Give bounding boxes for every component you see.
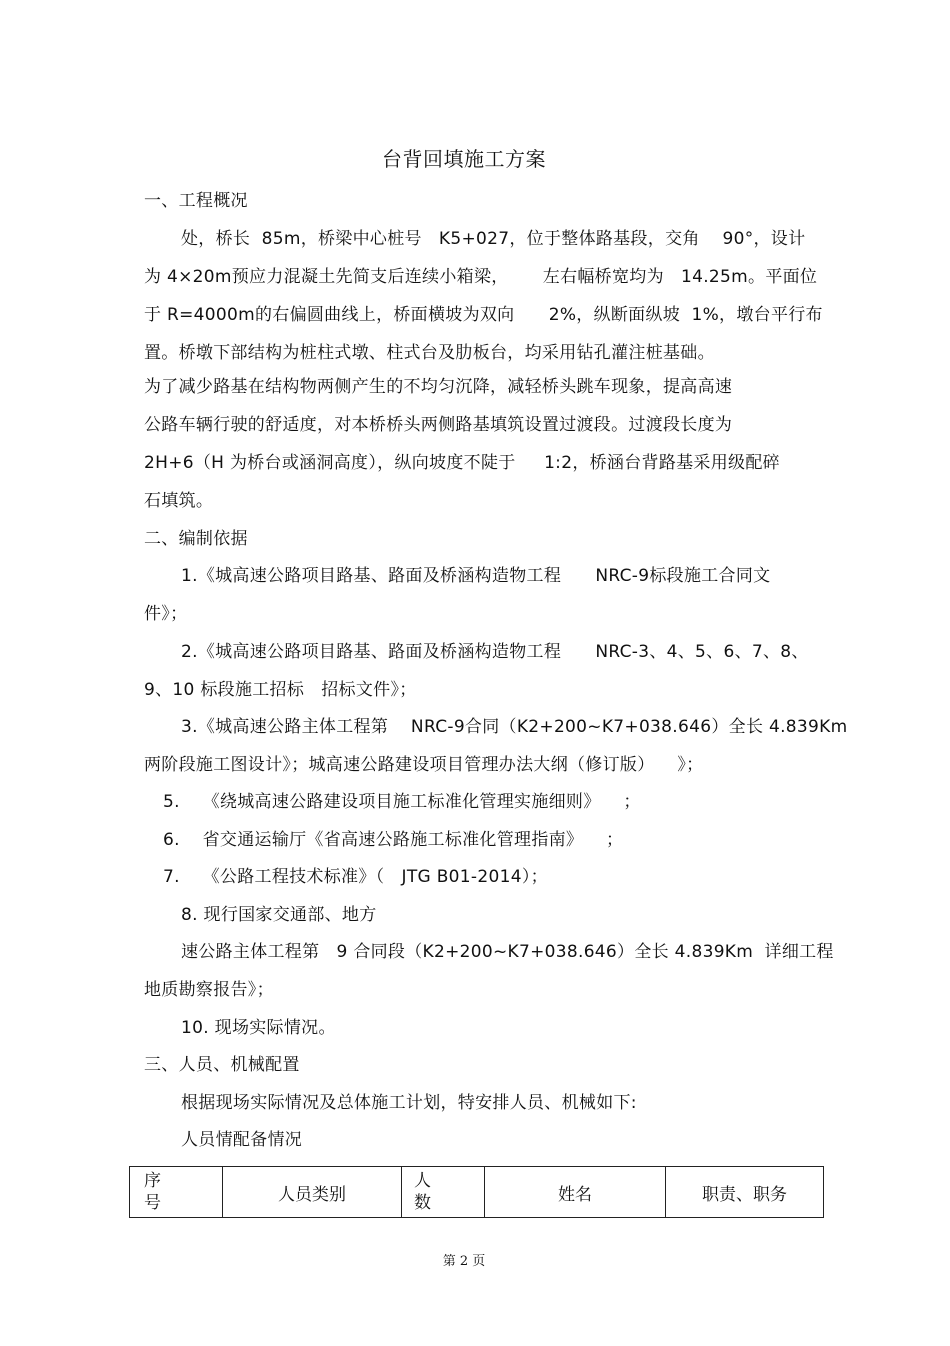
text-line: 速公路主体工程第 9 合同段（K2+200~K7+038.646）全长 4.839Km 详细工程 [181,942,834,962]
text-line: 石填筑。 [144,491,214,511]
text-line: 地质勘察报告》； [144,980,274,1000]
text-line: 公路车辆行驶的舒适度，对本桥桥头两侧路基填筑设置过渡段。过渡段长度为 [144,415,733,435]
text-line: 1.《城高速公路项目路基、路面及桥涵构造物工程 NRC-9标段施工合同文 [181,566,771,586]
text-line: 人员情配备情况 [181,1130,303,1150]
document-title: 台背回填施工方案 [382,147,546,171]
text-line: 8. 现行国家交通部、地方 [181,905,377,925]
text-line: 于 R=4000m的右偏圆曲线上，桥面横坡为双向 2%，纵断面纵坡 1%，墩台平行布 [144,305,823,325]
text-line: 件》； [144,604,188,624]
header-seq: 序 号 [130,1167,223,1218]
header-name: 姓名 [485,1167,666,1218]
header-category: 人员类别 [223,1167,402,1218]
text-line: 二、编制依据 [144,529,248,549]
text-line: 9、10 标段施工招标 招标文件》； [144,680,417,700]
text-line: 10. 现场实际情况。 [181,1018,336,1038]
text-line: 为了减少路基在结构物两侧产生的不均匀沉降，减轻桥头跳车现象，提高高速 [144,377,733,397]
text-line: 7. 《公路工程技术标准》（ JTG B01-2014）； [163,867,548,887]
text-line: 根据现场实际情况及总体施工计划，特安排人员、机械如下: [181,1093,637,1113]
text-line: 三、人员、机械配置 [144,1055,300,1075]
text-line: 处，桥长 85m，桥梁中心桩号 K5+027，位于整体路基段，交角 90°，设计 [181,229,806,249]
header-duty: 职责、职务 [666,1167,824,1218]
text-line: 3.《城高速公路主体工程第 NRC-9合同（K2+200~K7+038.646）全长 4.839Km [181,717,848,737]
text-line: 一、工程概况 [144,191,248,211]
text-line: 2H+6（H 为桥台或涵洞高度），纵向坡度不陡于 1:2，桥涵台背路基采用级配碎 [144,453,780,473]
page-footer: 第 2 页 [442,1254,486,1269]
text-line: 为 4×20m预应力混凝土先简支后连续小箱梁， 左右幅桥宽均为 14.25m。平面位 [144,267,818,287]
text-line: 置。桥墩下部结构为桩柱式墩、柱式台及肋板台，均采用钻孔灌注桩基础。 [144,343,715,363]
text-line: 两阶段施工图设计》；城高速公路建设项目管理办法大纲（修订版） 》； [144,755,704,775]
text-line: 6. 省交通运输厅《省高速公路施工标准化管理指南》 ； [163,830,624,850]
text-line: 5. 《绕城高速公路建设项目施工标准化管理实施细则》 ； [163,792,641,812]
header-count: 人 数 [402,1167,485,1218]
personnel-table [129,1166,824,1218]
table-header-row [130,1167,824,1218]
text-line: 2.《城高速公路项目路基、路面及桥涵构造物工程 NRC-3、4、5、6、7、8、 [181,642,809,662]
